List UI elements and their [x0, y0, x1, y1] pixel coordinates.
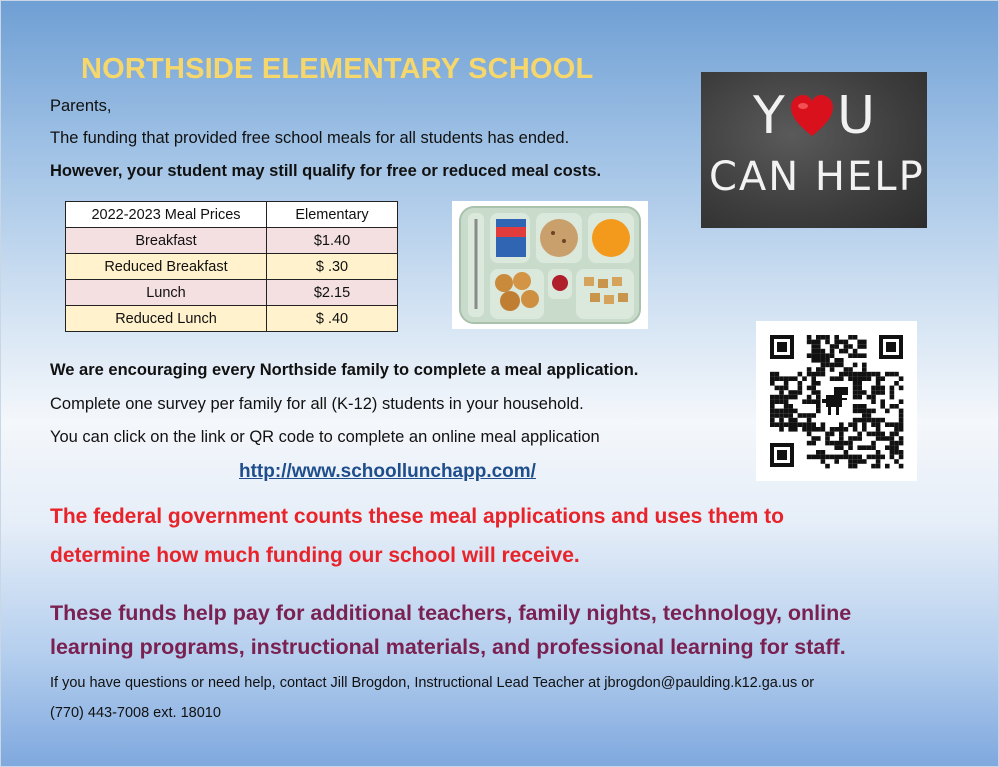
table-cell: $ .40: [267, 306, 398, 332]
table-header-cell: Elementary: [267, 202, 398, 228]
heart-icon: [789, 94, 835, 138]
table-header-row: [66, 202, 398, 228]
application-line-3: You can click on the link or QR code to complete an online meal application: [50, 428, 600, 446]
table-cell: $2.15: [267, 280, 398, 306]
intro-line-2: However, your student may still qualify for free or reduced meal costs.: [50, 162, 602, 180]
greeting: Parents,: [50, 97, 112, 115]
table-cell: Breakfast: [66, 228, 267, 254]
application-line-1: We are encouraging every Northside family to complete a meal application.: [50, 361, 639, 379]
table-row: [66, 306, 398, 332]
table-row: [66, 254, 398, 280]
table-cell: $1.40: [267, 228, 398, 254]
chalk-letter-y: Y: [753, 86, 787, 146]
application-link[interactable]: http://www.schoollunchapp.com/: [239, 461, 536, 482]
chalk-letter-u: U: [837, 86, 876, 146]
contact-line-1: If you have questions or need help, contact Jill Brogdon, Instructional Lead Teacher at jbrogdon@paulding.k12.ga.us or: [50, 675, 815, 691]
federal-line-2: determine how much funding our school will receive.: [50, 544, 580, 567]
qr-code-graphic[interactable]: [756, 321, 917, 481]
qr-code[interactable]: [756, 321, 917, 481]
dinosaur-icon: [822, 387, 848, 415]
chalk-can-help: CAN HELP: [709, 154, 925, 200]
contact-line-2: (770) 443-7008 ext. 18010: [50, 705, 221, 721]
funds-line-1: These funds help pay for additional teachers, family nights, technology, online: [50, 601, 852, 625]
table-cell: $ .30: [267, 254, 398, 280]
federal-line-1: The federal government counts these meal applications and uses them to: [50, 505, 785, 528]
table-cell: Reduced Lunch: [66, 306, 267, 332]
table-header-cell: 2022-2023 Meal Prices: [66, 202, 267, 228]
table-cell: Reduced Breakfast: [66, 254, 267, 280]
page-title: NORTHSIDE ELEMENTARY SCHOOL: [81, 53, 594, 85]
funds-line-2: learning programs, instructional materials, and professional learning for staff.: [50, 635, 846, 659]
application-line-2: Complete one survey per family for all (K-12) students in your household.: [50, 395, 584, 413]
table-row: [66, 228, 398, 254]
lunch-tray-image: [452, 201, 648, 329]
meal-prices-table: [65, 201, 398, 332]
you-can-help-image: [701, 72, 927, 228]
table-row: [66, 280, 398, 306]
intro-line-1: The funding that provided free school meals for all students has ended.: [50, 129, 570, 147]
table-cell: Lunch: [66, 280, 267, 306]
